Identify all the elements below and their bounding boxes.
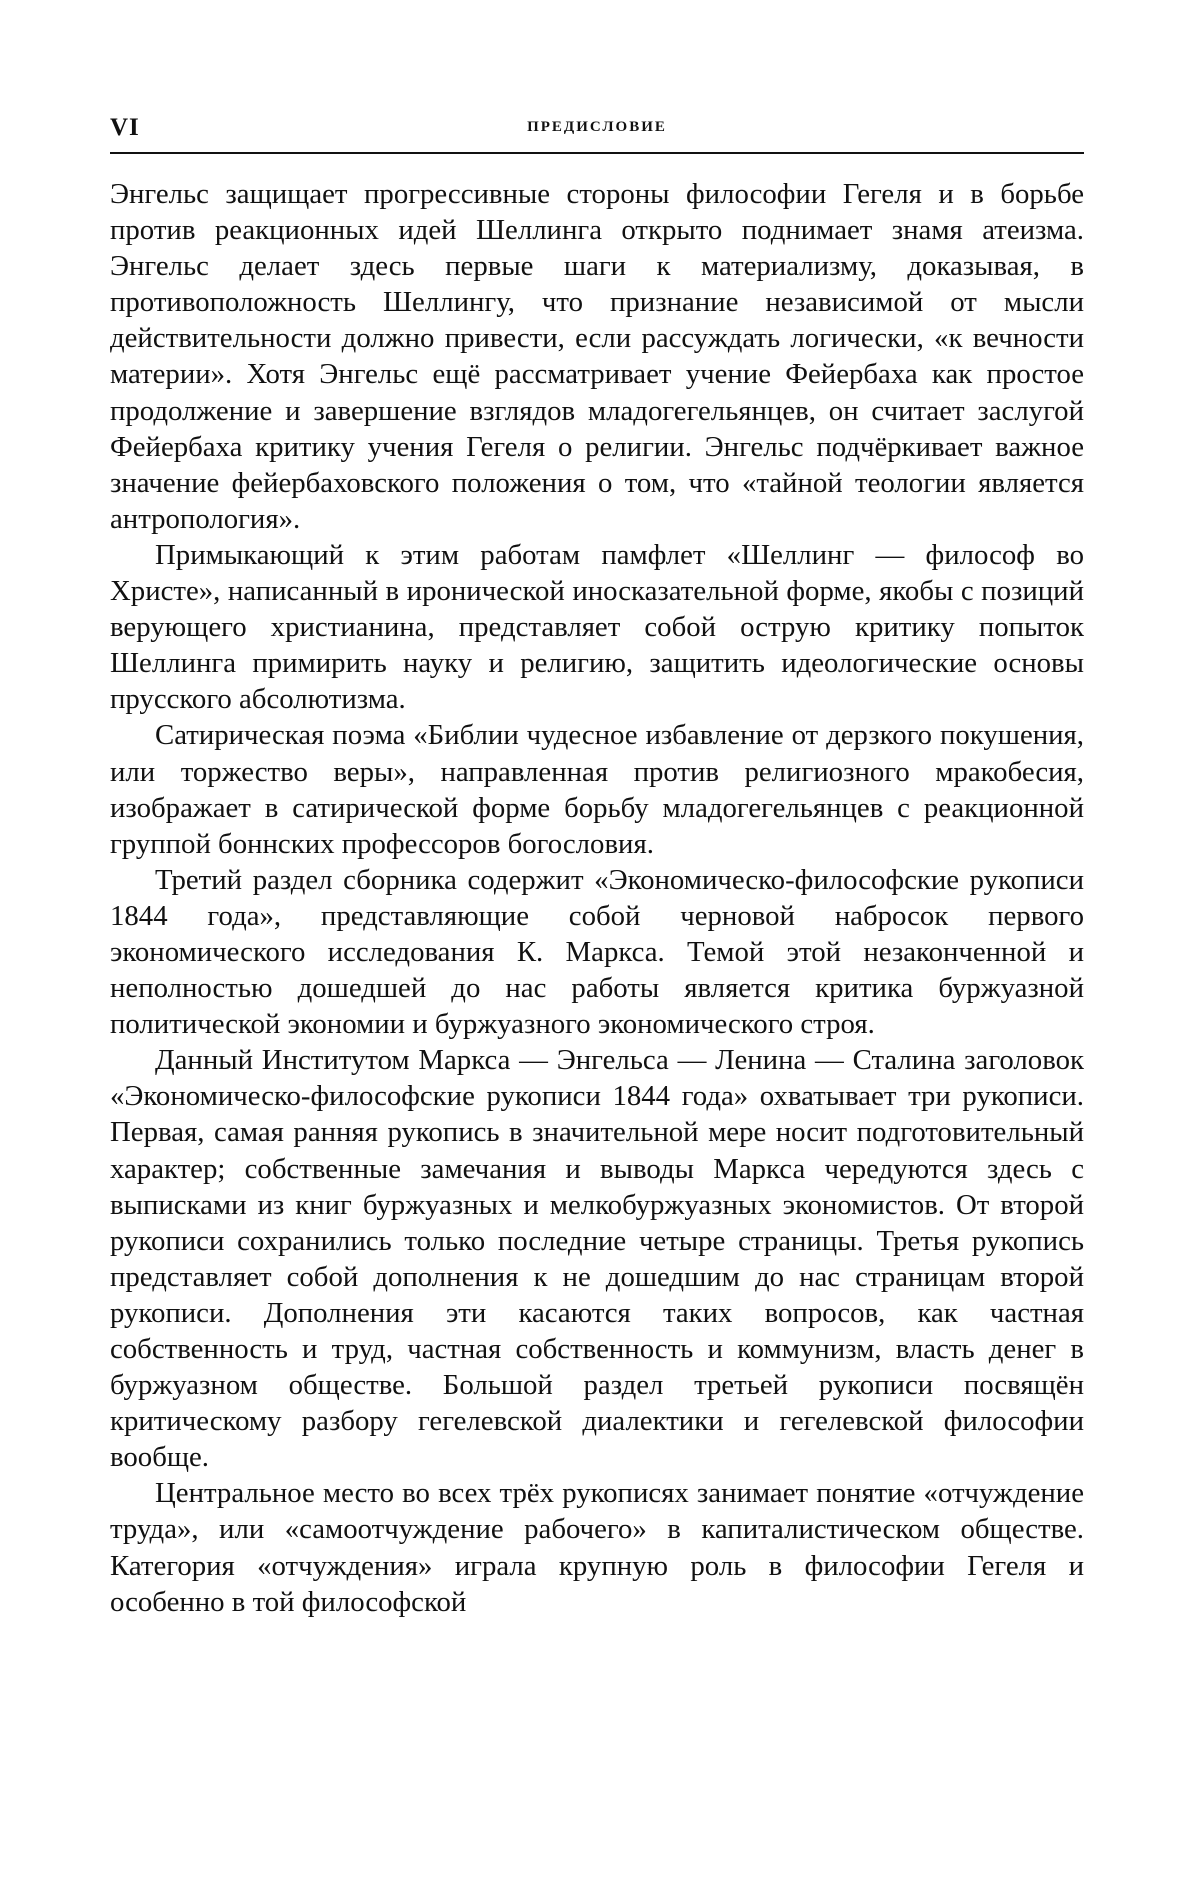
paragraph-1: Энгельс защищает прогрессивные стороны философии Гегеля и в борьбе против реакционных идей Шеллинга открыто поднимает знамя атеизма. Энгельс делает здесь первые шаги к материализму, доказывая, в противоположность Шеллингу, что признание независимой от мысли действительности должно привести, если рассуждать логически, «к вечности материи». Хотя Энгельс ещё рассматривает учение Фейербаха как простое продолжение и завершение взглядов младогегельянцев, он считает заслугой Фейербаха критику учения Гегеля о религии. Энгельс подчёркивает важное значение фейербаховского положения о том, что «тайной теологии является антропология». — [110, 178, 1084, 535]
paragraph-2: Примыкающий к этим работам памфлет «Шеллинг — философ во Христе», написанный в иронической иносказательной форме, якобы с позиций верующего христианина, представляет собой острую критику попыток Шеллинга примирить науку и религию, защитить идеологические основы прусского абсолютизма. — [110, 538, 1084, 716]
paragraph-5: Данный Институтом Маркса — Энгельса — Ленина — Сталина заголовок «Экономическо-философские рукописи 1844 года» охватывает три рукописи. Первая, самая ранняя рукопись в значительной мере носит подготовительный характер; собственные замечания и выводы Маркса чередуются здесь с выписками из книг буржуазных и мелкобуржуазных экономистов. От второй рукописи сохранились только последние четыре страницы. Третья рукопись представляет собой дополнения к не дошедшим до нас страницам второй рукописи. Дополнения эти касаются таких вопросов, как частная собственность и труд, частная собственность и коммунизм, власть денег в буржуазном обществе. Большой раздел третьей рукописи посвящён критическому разбору гегелевской диалектики и гегелевской философии вообще. — [110, 1044, 1084, 1474]
body-text — [110, 176, 1084, 1620]
paragraph-6: Центральное место во всех трёх рукописях занимает понятие «отчуждение труда», или «самоотчуждение рабочего» в капиталистическом обществе. Категория «отчуждения» играла крупную роль в философии Гегеля и особенно в той философской — [110, 1477, 1084, 1618]
book-page — [110, 112, 1084, 1620]
page-number: VI — [110, 114, 140, 141]
paragraph-4: Третий раздел сборника содержит «Экономическо-философские рукописи 1844 года», представляющие собой черновой набросок первого экономического исследования К. Маркса. Темой этой незаконченной и неполностью дошедшей до нас работы является критика буржуазной политической экономии и буржуазного экономического строя. — [110, 863, 1084, 1041]
paragraph-3: Сатирическая поэма «Библии чудесное избавление от дерзкого покушения, или торжество веры», направленная против религиозного мракобесия, изображает в сатирической форме борьбу младогегельянцев с реакционной группой боннских профессоров богословия. — [110, 719, 1084, 860]
running-header — [110, 112, 1084, 154]
running-title: ПРЕДИСЛОВИЕ — [527, 119, 667, 135]
